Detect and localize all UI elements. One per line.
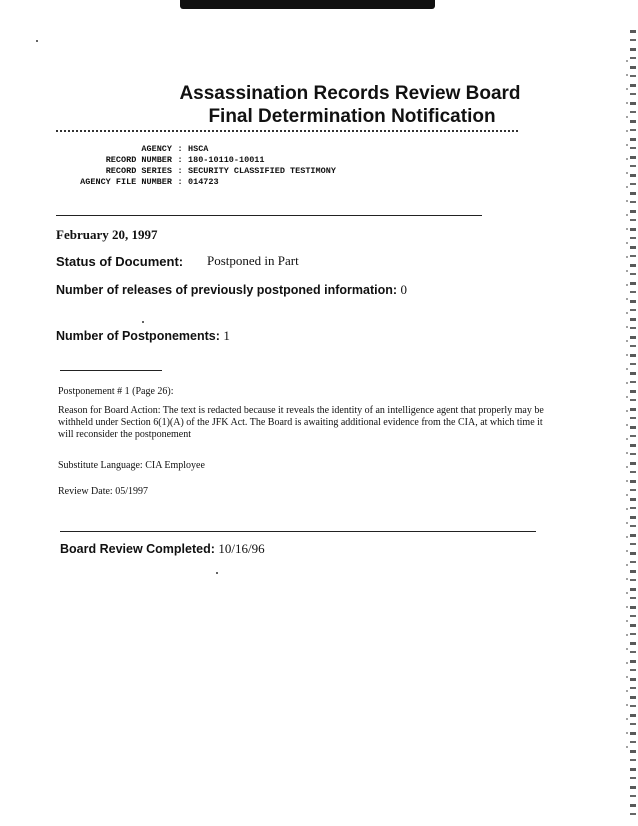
short-divider-line (60, 370, 162, 371)
divider-line (60, 531, 536, 532)
agency-label: AGENCY (141, 144, 172, 154)
scan-speck (142, 321, 144, 323)
record-metadata (40, 144, 336, 188)
divider-line (56, 215, 482, 216)
record-number-row (40, 155, 336, 166)
agency-row (40, 144, 336, 155)
status-label: Status of Document: (56, 254, 184, 269)
scan-speck (216, 572, 218, 574)
record-series-row (40, 166, 336, 177)
scan-artifact-top (180, 0, 435, 9)
record-series-label: RECORD SERIES (105, 166, 172, 176)
separator: : (177, 177, 183, 187)
document-subtitle: Final Determination Notification (208, 106, 496, 127)
board-review-completed (60, 541, 265, 557)
agency-file-value: 014723 (188, 177, 219, 187)
review-date: Review Date: 05/1997 (58, 486, 148, 497)
completed-label: Board Review Completed: (60, 542, 215, 556)
scan-speck (36, 40, 38, 42)
record-number-value: 180-10110-10011 (188, 155, 265, 165)
separator: : (177, 144, 183, 154)
scan-artifact-right-edge-inner (626, 60, 628, 760)
releases-value: 0 (400, 282, 408, 297)
dotted-divider (56, 130, 518, 132)
agency-file-row (40, 177, 336, 188)
substitute-language: Substitute Language: CIA Employee (58, 460, 205, 471)
postponements-label: Number of Postponements: (56, 329, 220, 343)
agency-file-label: AGENCY FILE NUMBER (80, 177, 172, 187)
separator: : (177, 166, 183, 176)
document-title: Assassination Records Review Board (179, 83, 521, 104)
separator: : (177, 155, 183, 165)
postponements-line (56, 328, 230, 344)
reason-for-board-action: Reason for Board Action: The text is redacted because it reveals the identity of an intelligence agent that properly may be withheld under Section 6(1)(A) of the JFK Act. The Board is awaiting additional evidence from the CIA, at which time it will reconsider the postponement (58, 405, 544, 440)
status-value: Postponed in Part (207, 253, 299, 268)
completed-value: 10/16/96 (218, 541, 265, 556)
document-date: February 20, 1997 (56, 227, 158, 242)
postponement-heading: Postponement # 1 (Page 26): (58, 386, 174, 397)
scan-artifact-right-edge (630, 30, 636, 820)
releases-line (56, 282, 407, 298)
record-series-value: SECURITY CLASSIFIED TESTIMONY (188, 166, 336, 176)
agency-value: HSCA (188, 144, 209, 154)
postponements-value: 1 (223, 328, 230, 343)
record-number-label: RECORD NUMBER (105, 155, 172, 165)
status-of-document (56, 253, 299, 269)
releases-label: Number of releases of previously postponed information: (56, 283, 398, 297)
